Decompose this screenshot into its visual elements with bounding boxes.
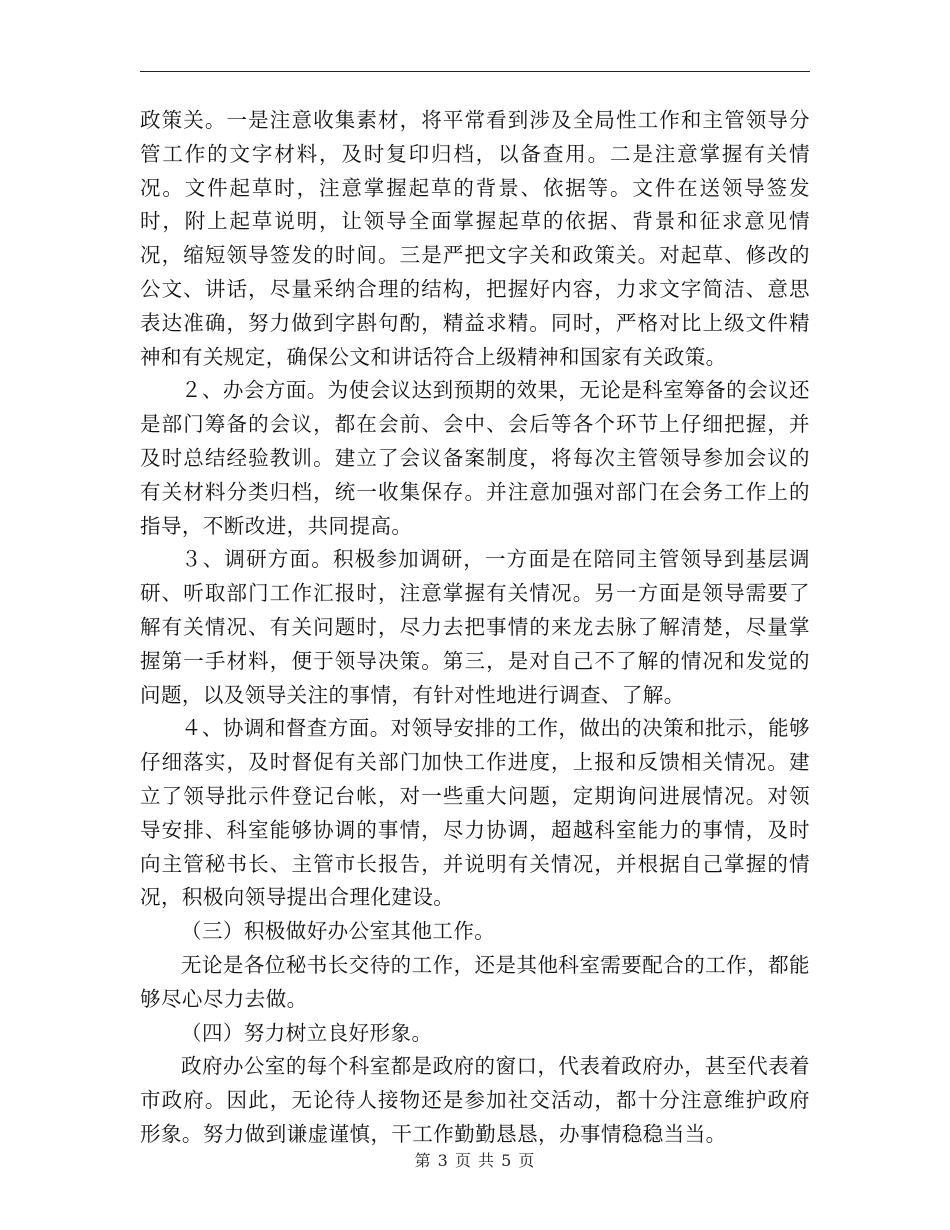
paragraph-image: 政府办公室的每个科室都是政府的窗口，代表着政府办，甚至代表着市政府。因此，无论待人接物还是参加社交活动，都十分注意维护政府形象。努力做到谦虚谨慎，干工作勤勤恳恳，办事情稳稳当当。 bbox=[140, 1054, 810, 1146]
section-heading-image: （四）努力树立良好形象。 bbox=[181, 1020, 433, 1045]
section-heading-other-work: （三）积极做好办公室其他工作。 bbox=[181, 919, 496, 944]
page-number: 第 3 页 共 5 页 bbox=[414, 1151, 536, 1170]
document-body bbox=[140, 104, 810, 1152]
paragraph-policy-gate: 政策关。一是注意收集素材，将平常看到涉及全局性工作和主管领导分管工作的文字材料，及时复印归档，以备查用。二是注意掌握有关情况。文件起草时，注意掌握起草的背景、依据等。文件在送领导签发时，附上起草说明，让领导全面掌握起草的依据、背景和征求意见情况，缩短领导签发的时间。三是严把文字关和政策关。对起草、修改的公文、讲话，尽量采纳合理的结构，把握好内容，力求文字简洁、意思表达准确，努力做到字斟句酌，精益求精。同时，严格对比上级文件精神和有关规定，确保公文和讲话符合上级精神和国家有关政策。 bbox=[140, 108, 810, 369]
paragraph-research: ３、调研方面。积极参加调研，一方面是在陪同主管领导到基层调研、听取部门工作汇报时，注意掌握有关情况。另一方面是领导需要了解有关情况、有关问题时，尽力去把事情的来龙去脉了解清楚，尽量掌握第一手材料，便于领导决策。第三，是对自己不了解的情况和发觉的问题，以及领导关注的事情，有针对性地进行调查、了解。 bbox=[140, 547, 810, 707]
paragraph-coordination: ４、协调和督查方面。对领导安排的工作，做出的决策和批示，能够仔细落实，及时督促有关部门加快工作进度，上报和反馈相关情况。建立了领导批示件登记台帐，对一些重大问题，定期询问进展情况。对领导安排、科室能够协调的事情，尽力协调，超越科室能力的事情，及时向主管秘书长、主管市长报告，并说明有关情况，并根据自己掌握的情况，积极向领导提出合理化建设。 bbox=[140, 716, 810, 910]
paragraph-meetings: ２、办会方面。为使会议达到预期的效果，无论是科室筹备的会议还是部门筹备的会议，都在会前、会中、会后等各个环节上仔细把握，并及时总结经验教训。建立了会议备案制度，将每次主管领导参加会议的有关材料分类归档，统一收集保存。并注意加强对部门在会务工作上的指导，不断改进，共同提高。 bbox=[140, 378, 810, 538]
header-rule bbox=[140, 71, 810, 72]
paragraph-other-work: 无论是各位秘书长交待的工作，还是其他科室需要配合的工作，都能够尽心尽力去做。 bbox=[140, 952, 810, 1011]
